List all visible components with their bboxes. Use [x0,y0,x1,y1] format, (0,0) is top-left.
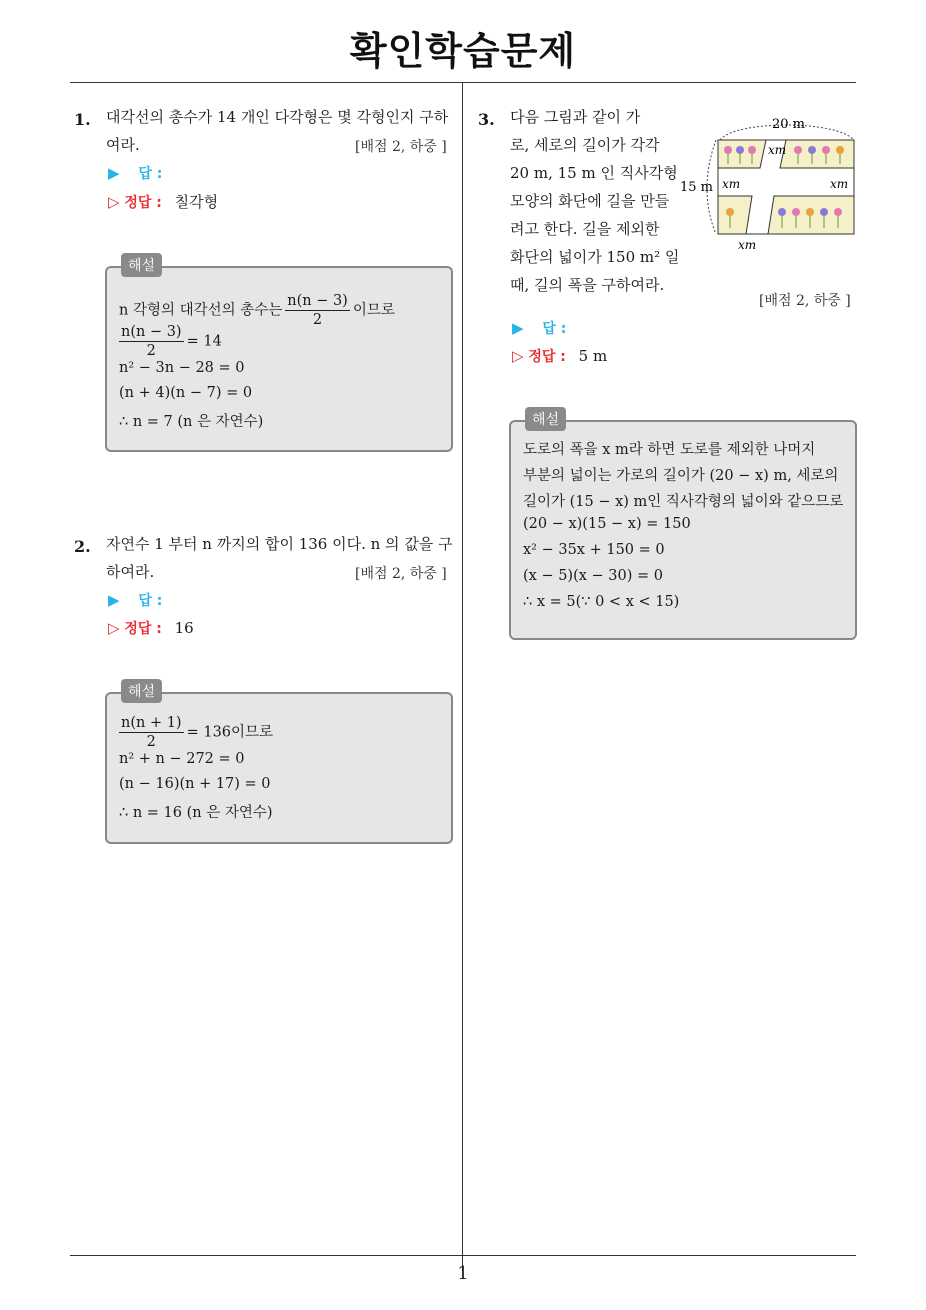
explanation-line-2: n² + n − 272 = 0 [119,751,245,767]
correct-label: 정답 : [124,195,162,211]
explanation-line-1: $\frac{n(n + 1)}{2}$ = 136이므로 [121,715,274,750]
explanation-box [509,412,857,640]
question-text-line-2: 여라. [106,136,140,154]
score-label: [배점 2, 하중 ] [355,139,447,155]
explanation-line-3: (n − 16)(n + 17) = 0 [119,776,271,792]
correct-triangle-icon: ▷ [108,193,120,211]
answer-input-line[interactable] [108,163,162,183]
explanation-line-5: ∴ n = 7 (n 은 자연수) [119,414,264,430]
road-label-left: xm [722,177,741,191]
height-label: 15 m [680,180,714,195]
correct-answer-value: 16 [174,619,194,637]
explanation-tag: 해설 [121,679,162,703]
question-text-line-2: 로, 세로의 길이가 각각 [510,136,660,154]
question-text-line-1: 자연수 1 부터 n 까지의 합이 136 이다. n 의 값을 구 [106,535,453,553]
correct-label: 정답 : [124,621,162,637]
question-text-line-1: 다음 그림과 같이 가 [510,108,641,126]
page-title: 확인학습문제 [349,29,577,73]
explanation-line-2: $\frac{n(n - 3)}{2}$ = 14 [121,324,222,359]
correct-triangle-icon: ▷ [108,619,120,637]
explanation-tag: 해설 [121,253,162,277]
answer-triangle-icon: ▶ [108,164,120,182]
road-label-top: xm [768,143,787,157]
explanation-line-4: (n + 4)(n − 7) = 0 [119,385,253,401]
road-label-right: xm [830,177,849,191]
page-number: 1 [457,1263,469,1284]
question-text-line-7: 때, 길의 폭을 구하여라. [510,276,665,294]
top-rule [70,82,856,83]
question-text-line-4: 모양의 화단에 길을 만들 [510,192,670,210]
correct-label: 정답 : [528,349,566,365]
road-label-bottom: xm [738,238,757,252]
explanation-tag: 해설 [525,407,566,431]
answer-label: 답 : [542,321,567,337]
correct-answer-line [108,191,218,212]
explanation-line-3: n² − 3n − 28 = 0 [119,360,245,376]
question-number: 2. [74,537,91,556]
explanation-line-1: 도로의 폭을 x m라 하면 도로를 제외한 나머지 [523,442,816,458]
explanation-line-2: 부분의 넓이는 가로의 길이가 (20 − x) m, 세로의 [523,468,839,484]
score-label: [배점 2, 하중 ] [759,293,851,309]
explanation-box [105,684,453,844]
answer-label: 답 : [138,593,163,609]
garden-figure [676,112,866,262]
explanation-line-5: x² − 35x + 150 = 0 [523,542,665,558]
correct-answer-line [108,618,194,638]
question-text-line-3: 20 m, 15 m 인 직사각형 [510,164,678,182]
answer-input-line[interactable] [108,590,162,610]
explanation-line-4: ∴ n = 16 (n 은 자연수) [119,805,273,821]
answer-triangle-icon: ▶ [512,319,524,337]
question-number: 1. [74,110,91,129]
correct-triangle-icon: ▷ [512,347,524,365]
question-text-line-6: 화단의 넓이가 150 m² 일 [510,248,680,266]
explanation-line-6: (x − 5)(x − 30) = 0 [523,568,663,584]
question-text-line-2: 하여라. [106,563,155,581]
answer-label: 답 : [138,166,163,182]
correct-answer-value: 칠각형 [174,193,219,211]
answer-triangle-icon: ▶ [108,591,120,609]
explanation-box [105,258,453,452]
question-number: 3. [478,110,495,129]
score-label: [배점 2, 하중 ] [355,566,447,582]
explanation-line-4: (20 − x)(15 − x) = 150 [523,516,691,532]
bottom-rule [70,1255,856,1256]
correct-answer-value: 5 m [578,347,608,365]
width-label: 20 m [772,117,806,132]
explanation-line-1: n 각형의 대각선의 총수는 $\frac{n(n - 3)}{2}$ 이므로 [119,293,395,328]
question-text-line-5: 려고 한다. 길을 제외한 [510,220,660,238]
explanation-line-3: 길이가 (15 − x) m인 직사각형의 넓이와 같으므로 [523,494,844,510]
question-text-line-1: 대각선의 총수가 14 개인 다각형은 몇 각형인지 구하 [106,108,449,126]
column-divider [462,83,463,1271]
answer-input-line[interactable] [512,318,566,338]
explanation-line-7: ∴ x = 5(∵ 0 < x < 15) [523,594,680,610]
correct-answer-line [512,346,607,366]
